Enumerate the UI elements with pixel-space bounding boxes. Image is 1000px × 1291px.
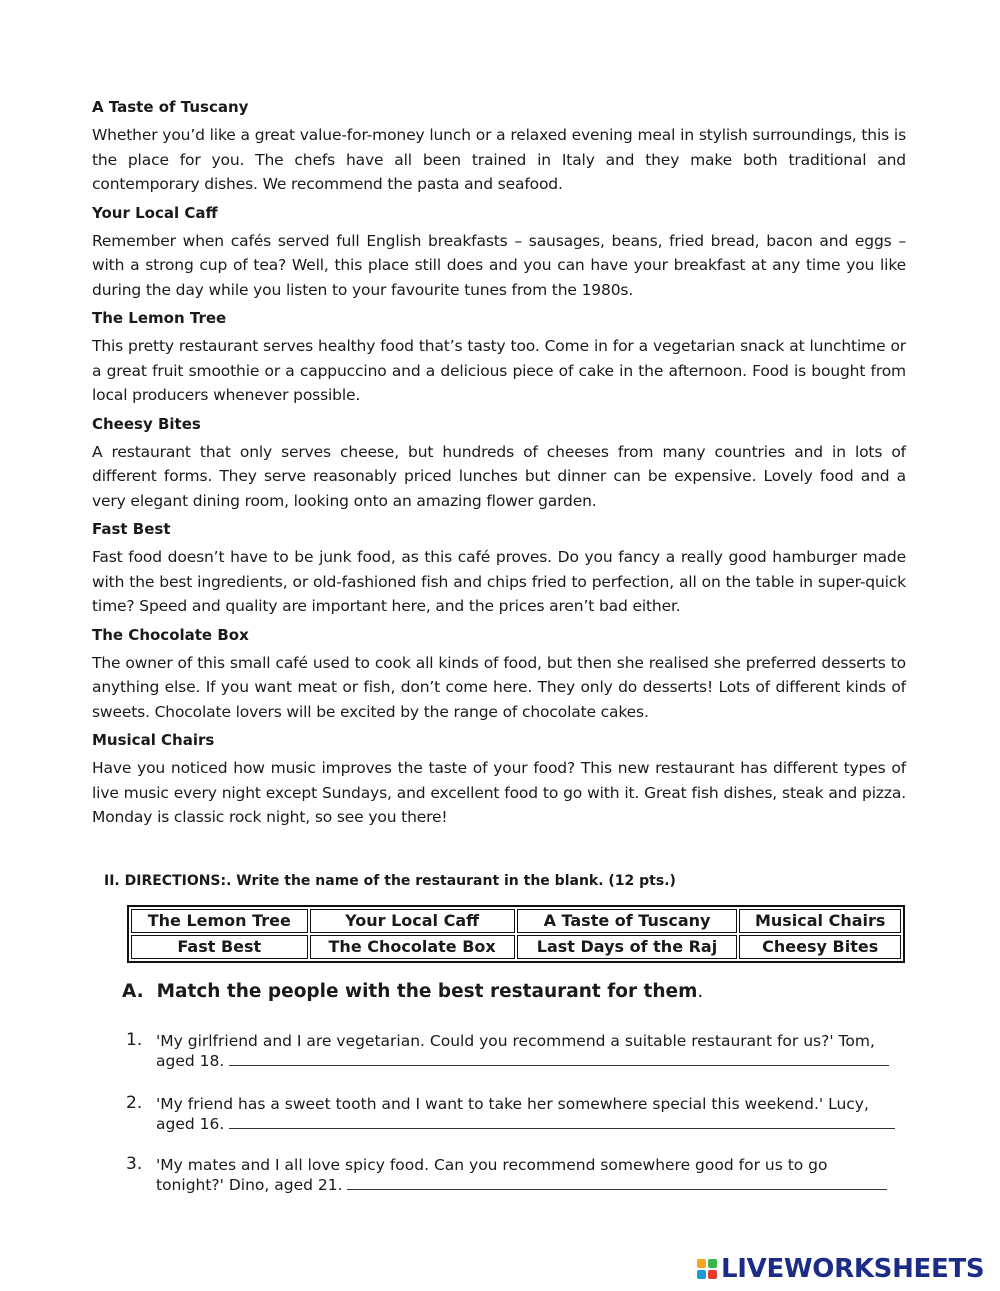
restaurant-description: The owner of this small café used to cook all kinds of food, but then she realised she preferred desserts to anything else. If you want meat or fish, don’t come here. They only do desserts! Lots of different kinds of sweets. Chocolate lovers will be excited by the range of chocolate cakes.	[92, 653, 906, 721]
question-text: 'My friend has a sweet tooth and I want to take her somewhere special this weekend.' Lucy,	[156, 1095, 869, 1113]
table-cell: The Lemon Tree	[131, 909, 308, 933]
question-item	[126, 1155, 902, 1195]
question-text-end: aged 18.	[156, 1052, 225, 1070]
match-period: .	[697, 981, 704, 1002]
logo-mark-icon	[697, 1259, 717, 1279]
question-answer-line	[156, 1051, 902, 1071]
restaurant-description: A restaurant that only serves cheese, but hundreds of cheeses from many countries and in lots of different forms. They serve reasonably priced lunches but dinner can be expensive. Lovely food and a very elegant dining room, looking onto an amazing flower garden.	[92, 442, 906, 510]
restaurant-section	[92, 308, 906, 408]
table-row	[131, 909, 901, 933]
logo-text: LIVEWORKSHEETS	[721, 1254, 985, 1284]
question-text: 'My girlfriend and I are vegetarian. Could you recommend a suitable restaurant for us?' Tom,	[156, 1032, 875, 1050]
table-row	[131, 935, 901, 959]
table-cell: The Chocolate Box	[310, 935, 515, 959]
restaurant-section	[92, 203, 906, 303]
table-cell: Fast Best	[131, 935, 308, 959]
question-item	[126, 1031, 902, 1071]
restaurant-title: Fast Best	[92, 520, 171, 538]
question-answer-line	[156, 1114, 902, 1134]
restaurant-title: A Taste of Tuscany	[92, 98, 249, 116]
answer-blank[interactable]	[229, 1051, 889, 1066]
table-cell: Cheesy Bites	[739, 935, 901, 959]
question-number: 3.	[126, 1154, 143, 1174]
restaurant-description: Whether you’d like a great value-for-money lunch or a relaxed evening meal in stylish surroundings, this is the place for you. The chefs have all been trained in Italy and they make both traditional and contemporary dishes. We recommend the pasta and seafood.	[92, 126, 906, 193]
question-number: 2.	[126, 1093, 143, 1113]
question-item	[126, 1094, 902, 1134]
question-answer-line	[156, 1175, 902, 1195]
question-text-end: aged 16.	[156, 1115, 225, 1133]
table-cell: A Taste of Tuscany	[517, 909, 738, 933]
restaurant-description: Have you noticed how music improves the taste of your food? This new restaurant has different types of live music every night except Sundays, and excellent food to go with it. Great fish dishes, steak and pizza. Monday is classic rock night, so see you there!	[92, 759, 906, 826]
restaurant-section	[92, 414, 906, 514]
restaurant-section	[92, 625, 906, 725]
answer-blank[interactable]	[347, 1175, 887, 1190]
match-heading	[122, 981, 703, 1002]
liveworksheets-logo	[697, 1254, 984, 1284]
table-cell: Musical Chairs	[739, 909, 901, 933]
question-text: 'My mates and I all love spicy food. Can you recommend somewhere good for us to go	[156, 1156, 828, 1174]
directions-heading: II. DIRECTIONS:. Write the name of the restaurant in the blank. (12 pts.)	[104, 873, 676, 889]
restaurant-title: Musical Chairs	[92, 731, 215, 749]
restaurant-title: The Lemon Tree	[92, 309, 227, 327]
restaurant-title: The Chocolate Box	[92, 625, 249, 644]
match-label: A.	[122, 981, 144, 1002]
restaurant-section	[92, 519, 906, 619]
question-number: 1.	[126, 1030, 143, 1050]
table-cell: Your Local Caff	[310, 909, 515, 933]
table-cell: Last Days of the Raj	[517, 935, 738, 959]
match-title-text: Match the people with the best restaurant for them	[156, 981, 698, 1002]
restaurant-description: Fast food doesn’t have to be junk food, as this café proves. Do you fancy a really good hamburger made with the best ingredients, or old-fashioned fish and chips fried to perfection, all on the table in super-quick time? Speed and quality are important here, and the prices aren’t bad either.	[92, 548, 906, 615]
answer-blank[interactable]	[229, 1114, 895, 1129]
restaurant-descriptions	[92, 97, 906, 836]
restaurant-description: This pretty restaurant serves healthy food that’s tasty too. Come in for a vegetarian snack at lunchtime or a great fruit smoothie or a cappuccino and a delicious piece of cake in the afternoon. Food is bought from local producers whenever possible.	[92, 337, 906, 404]
restaurant-title: Cheesy Bites	[92, 414, 201, 433]
restaurant-description: Remember when cafés served full English breakfasts – sausages, beans, fried bread, bacon and eggs – with a strong cup of tea? Well, this place still does and you can have your breakfast at any time you like during the day while you listen to your favourite tunes from the 1980s.	[92, 231, 906, 299]
restaurant-name-table	[127, 905, 905, 963]
question-text-end: tonight?' Dino, aged 21.	[156, 1176, 343, 1194]
restaurant-section	[92, 730, 906, 830]
restaurant-title: Your Local Caff	[92, 203, 218, 222]
restaurant-section	[92, 97, 906, 197]
